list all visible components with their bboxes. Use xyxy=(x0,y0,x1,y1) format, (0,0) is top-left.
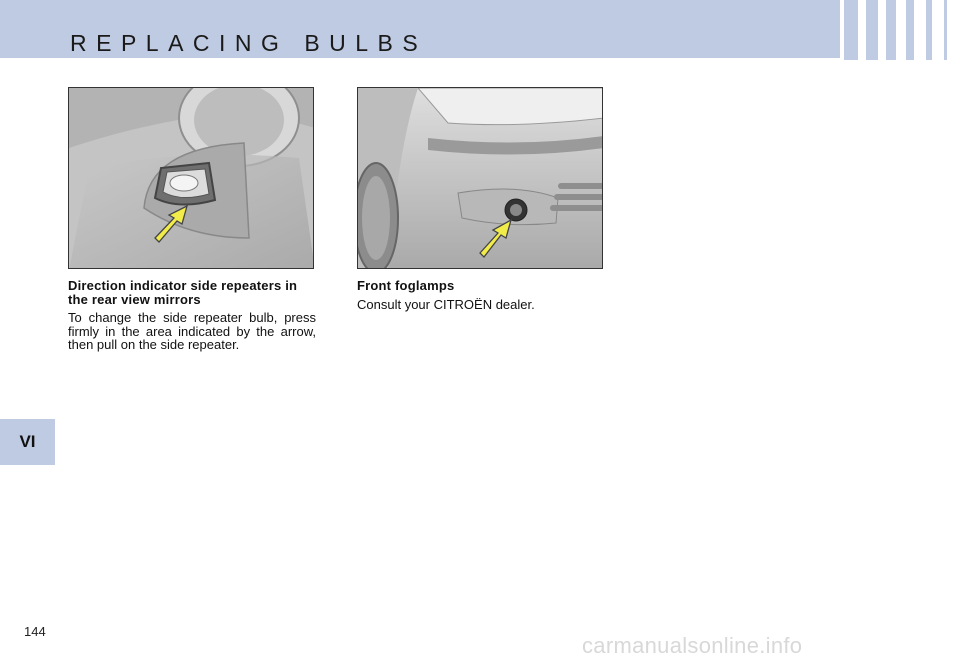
watermark: carmanualsonline.info xyxy=(582,633,803,658)
mirror-repeater-figure xyxy=(68,87,314,269)
mirror-side-repeater-illustration xyxy=(69,88,314,269)
page-title: REPLACING BULBS xyxy=(70,30,428,56)
front-foglamp-figure xyxy=(357,87,603,269)
section-body: To change the side repeater bulb, press firmly in the area indicated by the arrow, then pull on the side repeater. xyxy=(68,310,316,352)
header-stripe-decoration xyxy=(840,0,960,60)
page-header xyxy=(0,0,960,58)
section-front-foglamps xyxy=(357,279,605,311)
section-heading: Direction indicator side repeaters in the rear view mirrors xyxy=(68,278,298,307)
section-body: Consult your CITROËN dealer. xyxy=(357,296,535,312)
section-side-repeaters xyxy=(68,279,316,352)
page-number: 144 xyxy=(24,624,46,639)
section-heading: Front foglamps xyxy=(357,278,455,293)
chapter-tab: VI xyxy=(0,419,55,465)
front-foglamp-illustration xyxy=(358,88,603,269)
